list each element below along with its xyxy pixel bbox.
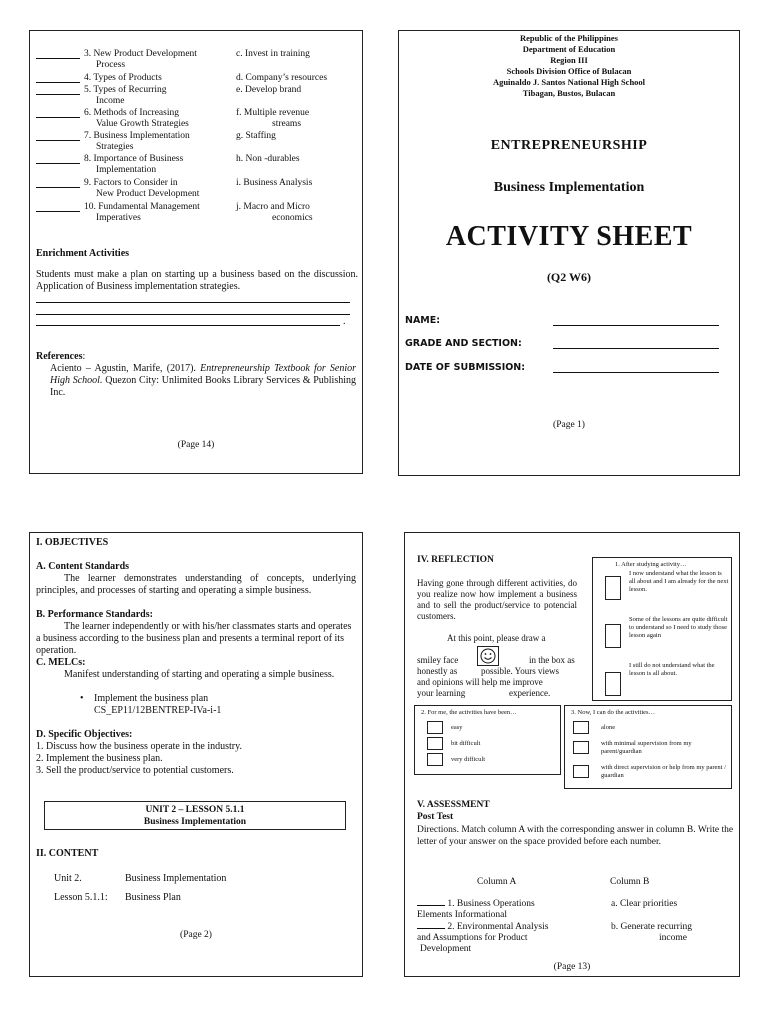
header-line: Region III [550, 55, 588, 65]
page-14 [29, 30, 363, 474]
melc-code: CS_EP11/12BENTREP-IVa-i-1 [94, 705, 222, 716]
option-bit-difficult: bit difficult [451, 740, 481, 747]
page-number: (Page 1) [553, 420, 585, 430]
unit-lesson-box [44, 801, 346, 830]
reflection-text: Having gone through different activities, do you realize now how implement a business and to sell the product/service to potencial customers. [417, 578, 577, 621]
reflection-learning-a: your learning [417, 688, 466, 698]
option-direct-supervision: with direct supervision or help from my parent / guardian [601, 764, 726, 779]
grade-section-field[interactable] [553, 348, 719, 349]
checkbox-direct-supervision[interactable] [573, 765, 589, 778]
page-1-cover [398, 30, 740, 476]
checkbox-bit-difficult[interactable] [427, 737, 443, 750]
answer-period: . [343, 316, 346, 327]
choice-b-cont: income [659, 933, 687, 943]
answer-blank[interactable] [36, 117, 80, 118]
page-2 [29, 532, 363, 977]
column-a-item: 6. Methods of Increasing Value Growth Strategies [84, 108, 189, 129]
column-a-item: 8. Importance of Business Implementation [84, 154, 184, 175]
box2-title: 2. For me, the activities have been… [421, 709, 517, 716]
smiley-icon [478, 647, 498, 665]
assessment-item-2: 2. Environmental Analysis and Assumptions for Product Development b. Generate recurring income [417, 922, 692, 954]
column-b-item: h. Non -durables [236, 154, 300, 164]
answer-line-2[interactable] [36, 314, 350, 315]
header-line: Republic of the Philippines [519, 33, 618, 43]
choice-a: a. Clear priorities [611, 899, 678, 909]
header-line: Aguinaldo J. Santos National High School [492, 77, 646, 87]
column-a-item: 10. Fundamental Management Imperatives [84, 202, 200, 223]
school-header [399, 33, 739, 99]
page-number: (Page 13) [553, 962, 591, 972]
option-very-difficult: very difficult [451, 756, 485, 763]
option-easy: easy [451, 724, 463, 731]
melcs-text: Manifest understanding of starting and operating a simple business. [64, 669, 335, 680]
melc-bullet-text: Implement the business plan [94, 693, 209, 704]
assessment-directions: Directions. Match column A with the corresponding answer in column B. Write the letter of your answer on the space provided before each number. [417, 825, 734, 847]
reference-entry: Aciento – Agustin, Marife, (2017). Entrepreneurship Textbook for Senior High School. Quezon City: Unlimited Books Library Services & Publishing Inc. [50, 363, 357, 398]
melcs-heading: C. MELCs: [36, 657, 86, 668]
option-minimal-supervision: with minimal supervision from my parent/guardian [601, 740, 692, 755]
checkbox-ready-next-lesson[interactable] [605, 576, 621, 600]
header-line: Department of Education [522, 44, 616, 54]
answer-blank[interactable] [36, 163, 80, 164]
content-lesson-label: Lesson 5.1.1: [54, 892, 108, 903]
reflection-prompt: At this point, please draw a [447, 633, 546, 643]
subject-title: ENTREPRENEURSHIP [490, 138, 648, 153]
smiley-box [477, 646, 499, 666]
performance-heading: B. Performance Standards: [36, 609, 153, 620]
content-standards-heading: A. Content Standards [36, 561, 130, 572]
content-unit-value: Business Implementation [125, 873, 227, 884]
specific-objectives-list [36, 741, 356, 777]
column-a-item: 9. Factors to Consider in New Product Development [84, 178, 200, 199]
objectives-heading: I. OBJECTIVES [36, 537, 109, 548]
answer-blank[interactable] [36, 82, 80, 83]
checkbox-alone[interactable] [573, 721, 589, 734]
reflection-box-understanding [592, 557, 732, 701]
column-b-item: f. Multiple revenue streams [236, 108, 310, 129]
column-b-item: e. Develop brand [236, 85, 302, 95]
unit-lesson-title: Business Implementation [143, 817, 247, 827]
column-a-item: 7. Business Implementation Strategies [84, 131, 190, 152]
enrichment-text: Students must make a plan on starting up a business based on the discussion. Application of Business implementation strategies. [36, 269, 358, 292]
grade-section-label: GRADE AND SECTION: [405, 338, 522, 349]
answer-blank[interactable] [36, 187, 80, 188]
unit-lesson-label: UNIT 2 – LESSON 5.1.1 [145, 805, 245, 815]
answer-blank-1[interactable] [417, 905, 445, 906]
date-submission-label: DATE OF SUBMISSION: [405, 362, 526, 373]
reflection-smiley-text-a: smiley face [417, 655, 459, 665]
reflection-smiley-text-b: in the box as [529, 655, 575, 665]
header-line: Schools Division Office of Bulacan [506, 66, 632, 76]
performance-text: The learner independently or with his/her classmates starts and operates a business according to the business plan and presents a terminal report of its operation. [36, 621, 352, 656]
answer-line-1[interactable] [36, 302, 350, 303]
checkbox-easy[interactable] [427, 721, 443, 734]
box1-title: 1. After studying activity… [615, 561, 687, 568]
reflection-box-independence [564, 705, 732, 789]
checkbox-not-understand[interactable] [605, 672, 621, 696]
specific-objective-item: 2. Implement the business plan. [36, 753, 163, 764]
answer-blank[interactable] [36, 58, 80, 59]
column-a-item: 4. Types of Products [84, 73, 162, 83]
answer-blank[interactable] [36, 140, 80, 141]
reflection-honest-b: possible. Yours views [481, 666, 560, 676]
column-b-item: j. Macro and Micro economics [236, 202, 313, 223]
content-lesson-value: Business Plan [125, 892, 181, 903]
answer-blank[interactable] [36, 211, 80, 212]
choice-b: b. Generate recurring [611, 922, 692, 932]
column-b-heading: Column B [610, 877, 650, 887]
column-a-heading: Column A [477, 877, 517, 887]
page-number: (Page 2) [180, 930, 212, 940]
reflection-heading: IV. REFLECTION [417, 555, 494, 565]
assessment-item-1: 1. Business Operations Elements Informational a. Clear priorities [417, 899, 678, 920]
checkbox-very-difficult[interactable] [427, 753, 443, 766]
specific-objectives-heading: D. Specific Objectives: [36, 729, 133, 740]
column-b-item: i. Business Analysis [236, 178, 313, 188]
date-submission-field[interactable] [553, 372, 719, 373]
answer-blank[interactable] [36, 94, 80, 95]
name-label: NAME: [405, 315, 441, 326]
specific-objective-item: 1. Discuss how the business operate in the industry. [36, 741, 242, 752]
column-b-item: c. Invest in training [236, 49, 310, 59]
answer-blank-2[interactable] [417, 928, 445, 929]
quarter-week: (Q2 W6) [546, 270, 592, 284]
reflection-opinions: and opinions will help me improve [417, 677, 543, 687]
checkbox-study-again[interactable] [605, 624, 621, 648]
specific-objective-item: 3. Sell the product/service to potential customers. [36, 765, 234, 776]
column-a-item: 5. Types of Recurring Income [84, 85, 167, 106]
reflection-learning-b: experience. [509, 688, 551, 698]
option-alone: alone [601, 724, 616, 731]
checkbox-minimal-supervision[interactable] [573, 741, 589, 754]
option-study-again: Some of the lessons are quite difficult to understand so I need to study those lesson again [629, 616, 728, 639]
post-test-heading: Post Test [417, 812, 454, 822]
page-13 [404, 532, 740, 977]
header-line: Tibagan, Bustos, Bulacan [522, 88, 616, 98]
column-b-item: d. Company’s resources [236, 73, 328, 83]
page-number: (Page 14) [177, 440, 215, 450]
content-heading: II. CONTENT [36, 848, 99, 859]
option-not-understand: I still do not understand what the lesson is all about. [629, 662, 715, 677]
column-b-item: g. Staffing [236, 131, 276, 141]
topic-title: Business Implementation [493, 180, 645, 195]
column-a-item: 3. New Product Development Process [84, 49, 197, 70]
assessment-heading: V. ASSESSMENT [417, 800, 490, 810]
activity-sheet-title: ACTIVITY SHEET [445, 221, 693, 252]
option-ready-next-lesson: I now understand what the lesson is all about and I am already for the next lesson. [629, 570, 729, 593]
references-heading: References: [36, 351, 86, 362]
name-field[interactable] [553, 325, 719, 326]
enrichment-heading: Enrichment Activities [36, 248, 130, 259]
reflection-honest-a: honestly as [417, 666, 458, 676]
melc-bullet: • [80, 693, 84, 704]
reflection-box-difficulty [414, 705, 561, 775]
content-standards-text: The learner demonstrates understanding of concepts, underlying principles, and processes of starting and operating a simple business. [36, 573, 356, 596]
content-unit-label: Unit 2. [54, 873, 82, 884]
answer-line-3[interactable] [36, 325, 340, 326]
box3-title: 3. Now, I can do the activities… [571, 709, 656, 716]
